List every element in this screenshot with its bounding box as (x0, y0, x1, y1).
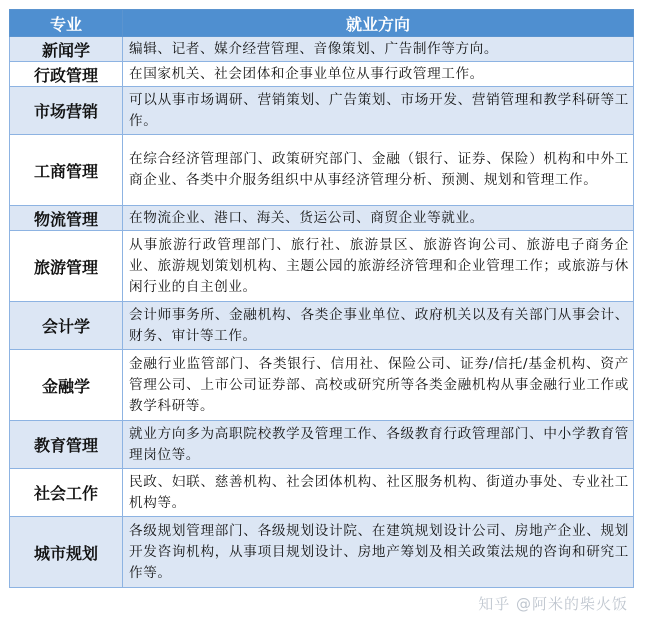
career-direction: 可以从事市场调研、营销策划、广告策划、市场开发、营销管理和教学科研等工作。 (123, 87, 634, 135)
table-row (10, 302, 634, 350)
table-row (10, 421, 634, 469)
table-row (10, 469, 634, 517)
career-direction: 在物流企业、港口、海关、货运公司、商贸企业等就业。 (123, 206, 634, 231)
table-row (10, 87, 634, 135)
table-row (10, 231, 634, 302)
header-major: 专业 (10, 10, 123, 37)
major-name: 金融学 (10, 350, 123, 421)
career-direction: 会计师事务所、金融机构、各类企事业单位、政府机关以及有关部门从事会计、财务、审计等工作。 (123, 302, 634, 350)
career-direction: 从事旅游行政管理部门、旅行社、旅游景区、旅游咨询公司、旅游电子商务企业、旅游规划策划机构、主题公园的旅游经济管理和企业管理工作；或旅游与休闲行业的自主创业。 (123, 231, 634, 302)
table-row (10, 62, 634, 87)
major-name: 物流管理 (10, 206, 123, 231)
career-direction: 在国家机关、社会团体和企事业单位从事行政管理工作。 (123, 62, 634, 87)
major-name: 市场营销 (10, 87, 123, 135)
header-direction: 就业方向 (123, 10, 634, 37)
table-header-row (10, 10, 634, 37)
watermark: 知乎 @阿米的柴火饭 (478, 595, 628, 613)
table-row (10, 37, 634, 62)
table-row (10, 517, 634, 588)
career-direction: 金融行业监管部门、各类银行、信用社、保险公司、证券/信托/基金机构、资产管理公司、上市公司证券部、高校或研究所等各类金融机构从事金融行业工作或教学科研等。 (123, 350, 634, 421)
career-direction: 在综合经济管理部门、政策研究部门、金融（银行、证券、保险）机构和中外工商企业、各类中介服务组织中从事经济管理分析、预测、规划和管理工作。 (123, 135, 634, 206)
table-body (10, 37, 634, 588)
major-career-table (9, 9, 634, 588)
career-direction: 民政、妇联、慈善机构、社会团体机构、社区服务机构、街道办事处、专业社工机构等。 (123, 469, 634, 517)
career-direction: 就业方向多为高职院校教学及管理工作、各级教育行政管理部门、中小学教育管理岗位等。 (123, 421, 634, 469)
career-direction: 各级规划管理部门、各级规划设计院、在建筑规划设计公司、房地产企业、规划开发咨询机构，从事项目规划设计、房地产筹划及相关政策法规的咨询和研究工作等。 (123, 517, 634, 588)
major-name: 工商管理 (10, 135, 123, 206)
major-name: 教育管理 (10, 421, 123, 469)
major-name: 城市规划 (10, 517, 123, 588)
table-row (10, 206, 634, 231)
major-name: 行政管理 (10, 62, 123, 87)
major-name: 会计学 (10, 302, 123, 350)
career-direction: 编辑、记者、媒介经营管理、音像策划、广告制作等方向。 (123, 37, 634, 62)
major-name: 新闻学 (10, 37, 123, 62)
major-name: 旅游管理 (10, 231, 123, 302)
table-row (10, 135, 634, 206)
table-row (10, 350, 634, 421)
major-name: 社会工作 (10, 469, 123, 517)
